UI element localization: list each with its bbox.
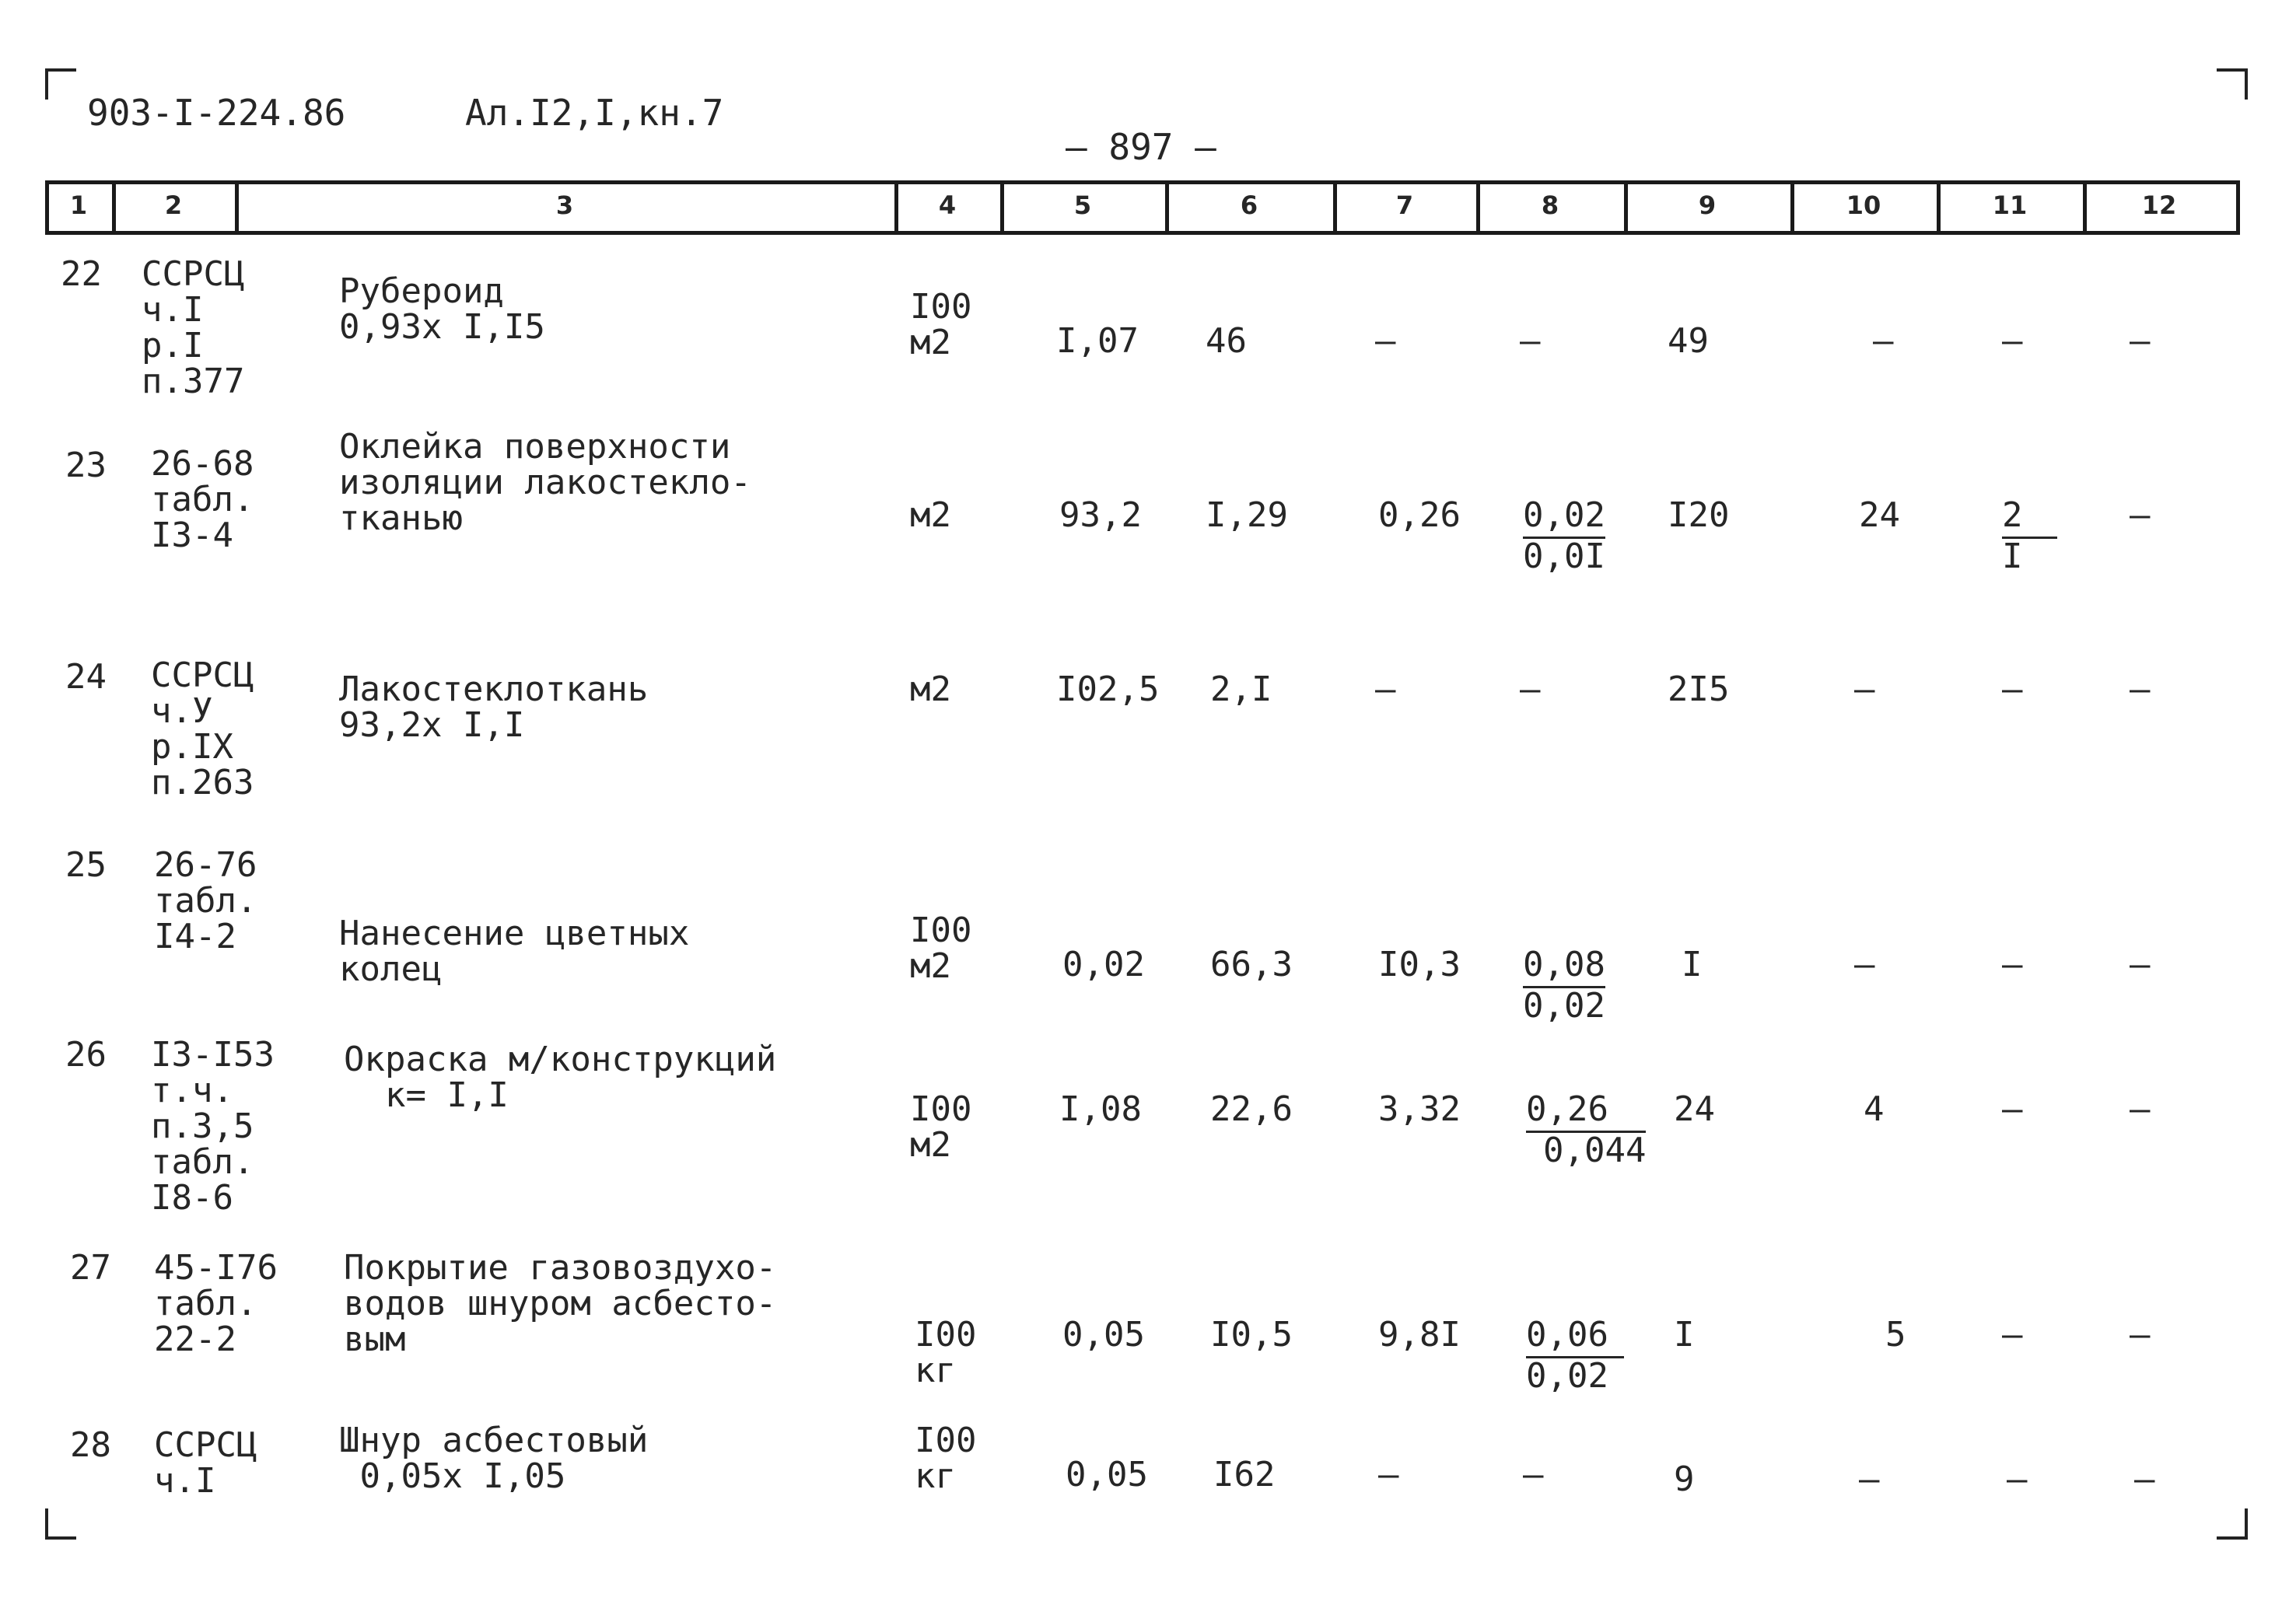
col-8-fraction bbox=[1523, 947, 1605, 1024]
col-8-value: – bbox=[1523, 1455, 1544, 1494]
col-10-value: – bbox=[1859, 1459, 1880, 1499]
col-11-value: – bbox=[2002, 1089, 2023, 1129]
quantity: 0,05 bbox=[1062, 1315, 1145, 1355]
col-6-value: I,29 bbox=[1206, 495, 1288, 535]
unit: I00 м2 bbox=[910, 911, 972, 986]
corner-mark-top-left bbox=[45, 68, 76, 100]
col-11-value: – bbox=[2002, 669, 2023, 709]
column-header-5: 5 bbox=[1073, 191, 1092, 220]
unit: I00 кг bbox=[915, 1421, 977, 1496]
col-8-fraction bbox=[1526, 1089, 1647, 1170]
col-8-denominator: 0,044 bbox=[1543, 1131, 1647, 1170]
col-9-value: 24 bbox=[1674, 1089, 1715, 1129]
col-6-value: I62 bbox=[1213, 1455, 1276, 1494]
col-7-value: – bbox=[1378, 1455, 1399, 1494]
col-8-fraction bbox=[1523, 495, 1605, 576]
row-number: 26 bbox=[65, 1035, 107, 1075]
col-6-value: 46 bbox=[1206, 321, 1247, 361]
col-11-value: – bbox=[2002, 1315, 2023, 1355]
col-8-fraction bbox=[1526, 1317, 1624, 1394]
col-11-fraction bbox=[2002, 495, 2057, 576]
col-6-value: 66,3 bbox=[1210, 945, 1293, 984]
col-8-numerator: 0,02 bbox=[1523, 498, 1605, 539]
col-8-denominator: 0,0I bbox=[1523, 537, 1605, 576]
table-header-row bbox=[45, 180, 2240, 235]
col-11-numerator: 2 bbox=[2002, 498, 2057, 539]
column-header-8: 8 bbox=[1541, 191, 1559, 220]
quantity: 0,05 bbox=[1066, 1455, 1148, 1494]
col-10-value: 4 bbox=[1864, 1089, 1885, 1129]
col-6-value: 22,6 bbox=[1210, 1089, 1293, 1129]
unit: I00 м2 bbox=[910, 1089, 972, 1165]
row-number: 23 bbox=[65, 446, 107, 485]
col-7-value: – bbox=[1375, 321, 1396, 361]
norm-reference: 26-68 табл. I3-4 bbox=[151, 444, 254, 555]
col-10-value: – bbox=[1854, 945, 1875, 984]
unit: м2 bbox=[910, 495, 951, 535]
col-10-value: – bbox=[1854, 669, 1875, 709]
col-8-denominator: 0,02 bbox=[1523, 986, 1605, 1026]
work-description: Окраска м/конструкций к= I,I bbox=[344, 1040, 777, 1115]
column-header-2: 2 bbox=[164, 191, 183, 220]
doc-code: 903-I-224.86 bbox=[87, 92, 346, 134]
album-reference: Ал.I2,I,кн.7 bbox=[465, 92, 724, 134]
column-header-3: 3 bbox=[555, 191, 574, 220]
col-10-value: 24 bbox=[1859, 495, 1900, 535]
col-12-value: – bbox=[2130, 495, 2151, 535]
col-11-value: – bbox=[2002, 945, 2023, 984]
row-number: 22 bbox=[61, 254, 102, 294]
column-header-7: 7 bbox=[1395, 191, 1414, 220]
col-7-value: 0,26 bbox=[1378, 495, 1461, 535]
col-11-value: – bbox=[2007, 1459, 2028, 1499]
column-header-6: 6 bbox=[1240, 191, 1258, 220]
work-description: Покрытие газовоздухо- водов шнуром асбесто- вым bbox=[344, 1248, 777, 1359]
page-number: — 897 — bbox=[1066, 126, 1216, 168]
norm-reference: 45-I76 табл. 22-2 bbox=[154, 1248, 278, 1359]
work-description: Шнур асбестовый 0,05х I,05 bbox=[339, 1421, 649, 1496]
col-7-value: – bbox=[1375, 669, 1396, 709]
col-7-value: 3,32 bbox=[1378, 1089, 1461, 1129]
corner-mark-bottom-right bbox=[2217, 1508, 2248, 1540]
column-header-4: 4 bbox=[938, 191, 957, 220]
row-number: 25 bbox=[65, 845, 107, 885]
col-9-value: I bbox=[1682, 945, 1703, 984]
column-header-10: 10 bbox=[1846, 191, 1881, 220]
col-11-value: – bbox=[2002, 321, 2023, 361]
row-number: 28 bbox=[70, 1425, 111, 1465]
col-12-value: – bbox=[2130, 321, 2151, 361]
col-7-value: 9,8I bbox=[1378, 1315, 1461, 1355]
col-8-value: – bbox=[1520, 669, 1541, 709]
column-header-9: 9 bbox=[1698, 191, 1717, 220]
quantity: I,07 bbox=[1056, 321, 1139, 361]
norm-reference: ССРСЦ ч.I р.I п.377 bbox=[142, 254, 245, 401]
col-9-value: I bbox=[1674, 1315, 1695, 1355]
col-9-value: 9 bbox=[1674, 1459, 1695, 1499]
col-9-value: 2I5 bbox=[1668, 669, 1730, 709]
col-8-numerator: 0,26 bbox=[1526, 1092, 1646, 1133]
col-9-value: 49 bbox=[1668, 321, 1709, 361]
column-header-12: 12 bbox=[2141, 191, 2177, 220]
norm-reference: ССРСЦ ч.I bbox=[154, 1425, 257, 1501]
row-number: 24 bbox=[65, 657, 107, 697]
column-header-1: 1 bbox=[69, 191, 88, 220]
col-8-numerator: 0,08 bbox=[1523, 947, 1605, 988]
col-8-numerator: 0,06 bbox=[1526, 1317, 1624, 1358]
corner-mark-bottom-left bbox=[45, 1508, 76, 1540]
row-number: 27 bbox=[70, 1248, 111, 1288]
col-12-value: – bbox=[2130, 1315, 2151, 1355]
col-10-value: – bbox=[1873, 321, 1894, 361]
column-header-11: 11 bbox=[1992, 191, 2028, 220]
work-description: Оклейка поверхности изоляции лакостекло- тканью bbox=[339, 427, 751, 538]
quantity: 93,2 bbox=[1059, 495, 1142, 535]
work-description: Лакостеклоткань 93,2х I,I bbox=[339, 669, 649, 745]
col-7-value: I0,3 bbox=[1378, 945, 1461, 984]
col-10-value: 5 bbox=[1885, 1315, 1906, 1355]
norm-reference: I3-I53 т.ч. п.3,5 табл. I8-6 bbox=[151, 1035, 275, 1218]
col-9-value: I20 bbox=[1668, 495, 1730, 535]
work-description: Нанесение цветных колец bbox=[339, 914, 690, 989]
col-8-value: – bbox=[1520, 321, 1541, 361]
norm-reference: 26-76 табл. I4-2 bbox=[154, 845, 257, 956]
norm-reference: ССРСЦ ч.У р.IX п.263 bbox=[151, 655, 254, 802]
col-6-value: I0,5 bbox=[1210, 1315, 1293, 1355]
col-12-value: – bbox=[2130, 1089, 2151, 1129]
unit: I00 кг bbox=[915, 1315, 977, 1390]
unit: I00 м2 bbox=[910, 287, 972, 362]
col-12-value: – bbox=[2130, 945, 2151, 984]
col-6-value: 2,I bbox=[1210, 669, 1272, 709]
col-12-value: – bbox=[2130, 669, 2151, 709]
col-12-value: – bbox=[2134, 1459, 2155, 1499]
corner-mark-top-right bbox=[2217, 68, 2248, 100]
quantity: I,08 bbox=[1059, 1089, 1142, 1129]
col-11-denominator: I bbox=[2002, 537, 2023, 576]
col-8-denominator: 0,02 bbox=[1526, 1356, 1608, 1396]
quantity: 0,02 bbox=[1062, 945, 1145, 984]
unit: м2 bbox=[910, 669, 951, 709]
quantity: I02,5 bbox=[1056, 669, 1160, 709]
work-description: Рубероид 0,93х I,I5 bbox=[339, 271, 545, 347]
